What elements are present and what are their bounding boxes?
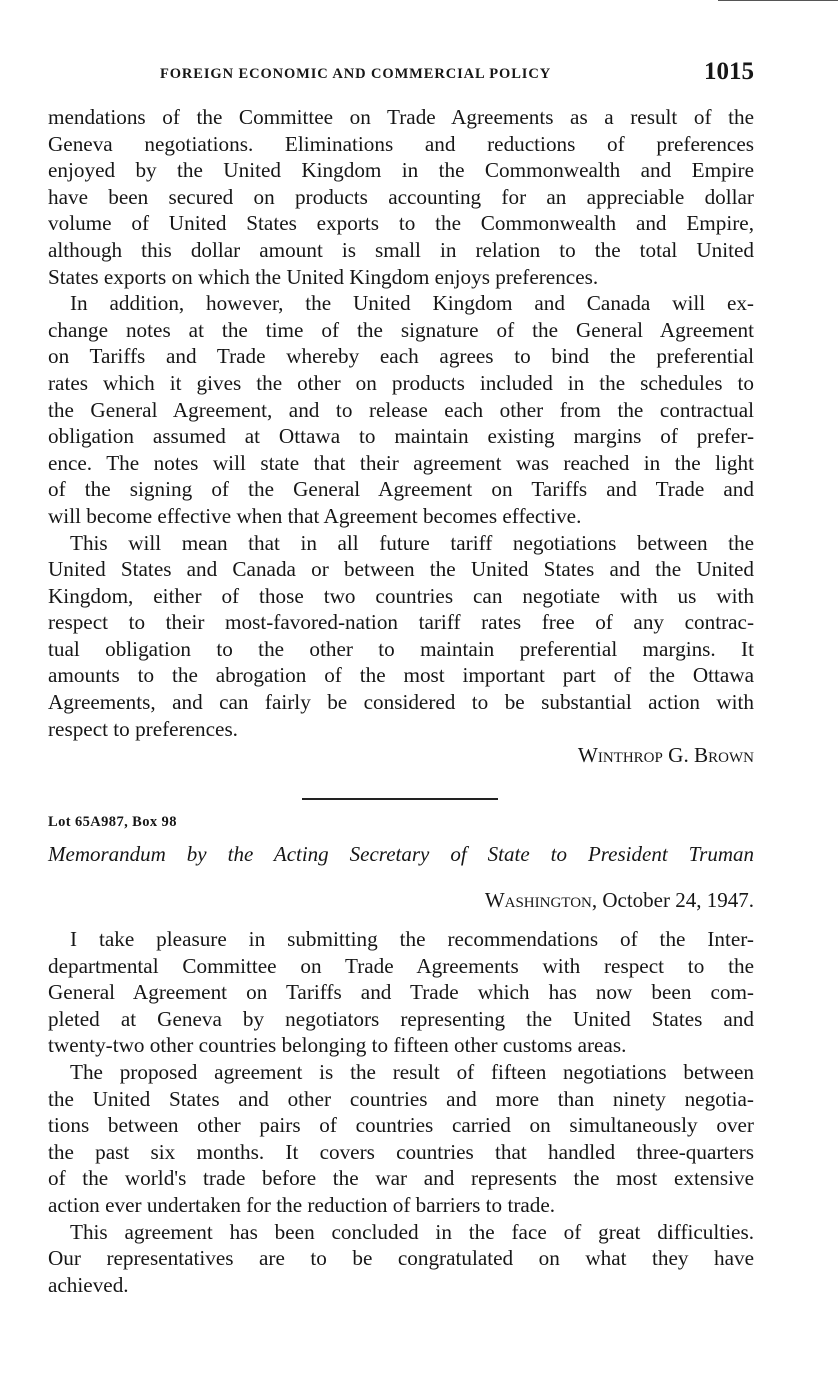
- source-note: Lot 65A987, Box 98: [48, 814, 177, 830]
- body-line: General Agreement on Tariffs and Trade which has now been com-: [48, 980, 754, 1005]
- body-line: the past six months. It covers countries that handled three-quarters: [48, 1139, 754, 1164]
- scan-edge-line: [718, 0, 838, 1]
- body-line: the General Agreement, and to release each other from the contractual: [48, 397, 754, 422]
- body-line: enjoyed by the United Kingdom in the Commonwealth and Empire: [48, 158, 754, 183]
- signature: Winthrop G. Brown: [577, 743, 754, 768]
- body-line: change notes at the time of the signature of the General Agreement: [48, 317, 754, 342]
- body-line: This agreement has been concluded in the face of great difficulties.: [70, 1219, 754, 1244]
- body-line: States exports on which the United Kingdom enjoys preferences.: [48, 264, 599, 289]
- body-line: amounts to the abrogation of the most important part of the Ottawa: [48, 663, 754, 688]
- document-title: Memorandum by the Acting Secretary of State to President Truman: [48, 842, 754, 866]
- body-line: of the world's trade before the war and represents the most extensive: [48, 1166, 754, 1191]
- body-line: In addition, however, the United Kingdom and Canada will ex-: [70, 291, 754, 316]
- running-head: FOREIGN ECONOMIC AND COMMERCIAL POLICY: [160, 66, 552, 82]
- body-line: of the signing of the General Agreement on Tariffs and Trade and: [48, 477, 754, 502]
- body-line: tions between other pairs of countries carried on simultaneously over: [48, 1113, 754, 1138]
- body-line: have been secured on products accounting for an appreciable dollar: [48, 184, 754, 209]
- section1-body: [48, 104, 754, 769]
- body-line: Our representatives are to be congratulated on what they have: [48, 1246, 754, 1271]
- body-line: rates which it gives the other on products included in the schedules to: [48, 370, 754, 395]
- body-line: tual obligation to the other to maintain preferential margins. It: [48, 636, 754, 661]
- body-line: respect to preferences.: [48, 716, 238, 741]
- body-line: twenty-two other countries belonging to fifteen other customs areas.: [48, 1033, 627, 1058]
- body-line: departmental Committee on Trade Agreements with respect to the: [48, 953, 754, 978]
- body-line: respect to their most-favored-nation tariff rates free of any contrac-: [48, 610, 754, 635]
- body-line: although this dollar amount is small in relation to the total United: [48, 237, 754, 262]
- document2-body: [48, 926, 754, 1298]
- body-line: I take pleasure in submitting the recommendations of the Inter-: [70, 927, 754, 951]
- body-line: Kingdom, either of those two countries can negotiate with us with: [48, 583, 754, 608]
- page-number: 1015: [704, 58, 754, 85]
- dateline: [485, 888, 754, 913]
- body-line: pleted at Geneva by negotiators representing the United States and: [48, 1006, 754, 1031]
- body-line: volume of United States exports to the Commonwealth and Empire,: [48, 211, 754, 236]
- body-line: The proposed agreement is the result of fifteen negotiations between: [70, 1059, 754, 1084]
- body-line: This will mean that in all future tariff negotiations between the: [70, 530, 754, 555]
- body-line: ence. The notes will state that their agreement was reached in the light: [48, 450, 754, 475]
- body-line: the United States and other countries and more than ninety negotia-: [48, 1086, 754, 1111]
- dateline-place: Washington: [484, 888, 592, 912]
- body-line: mendations of the Committee on Trade Agreements as a result of the: [48, 105, 754, 129]
- body-line: achieved.: [48, 1272, 129, 1297]
- body-line: Agreements, and can fairly be considered to be substantial action with: [48, 690, 754, 715]
- body-line: Geneva negotiations. Eliminations and reductions of preferences: [48, 131, 754, 156]
- dateline-date: , October 24, 1947.: [591, 888, 754, 912]
- section-divider: [302, 798, 498, 800]
- body-line: United States and Canada or between the United States and the United: [48, 557, 754, 582]
- body-line: will become effective when that Agreement becomes effective.: [48, 503, 582, 528]
- body-line: on Tariffs and Trade whereby each agrees to bind the preferential: [48, 344, 754, 369]
- body-line: action ever undertaken for the reduction of barriers to trade.: [48, 1192, 556, 1217]
- page-header: [48, 58, 754, 92]
- body-line: obligation assumed at Ottawa to maintain existing margins of prefer-: [48, 424, 754, 449]
